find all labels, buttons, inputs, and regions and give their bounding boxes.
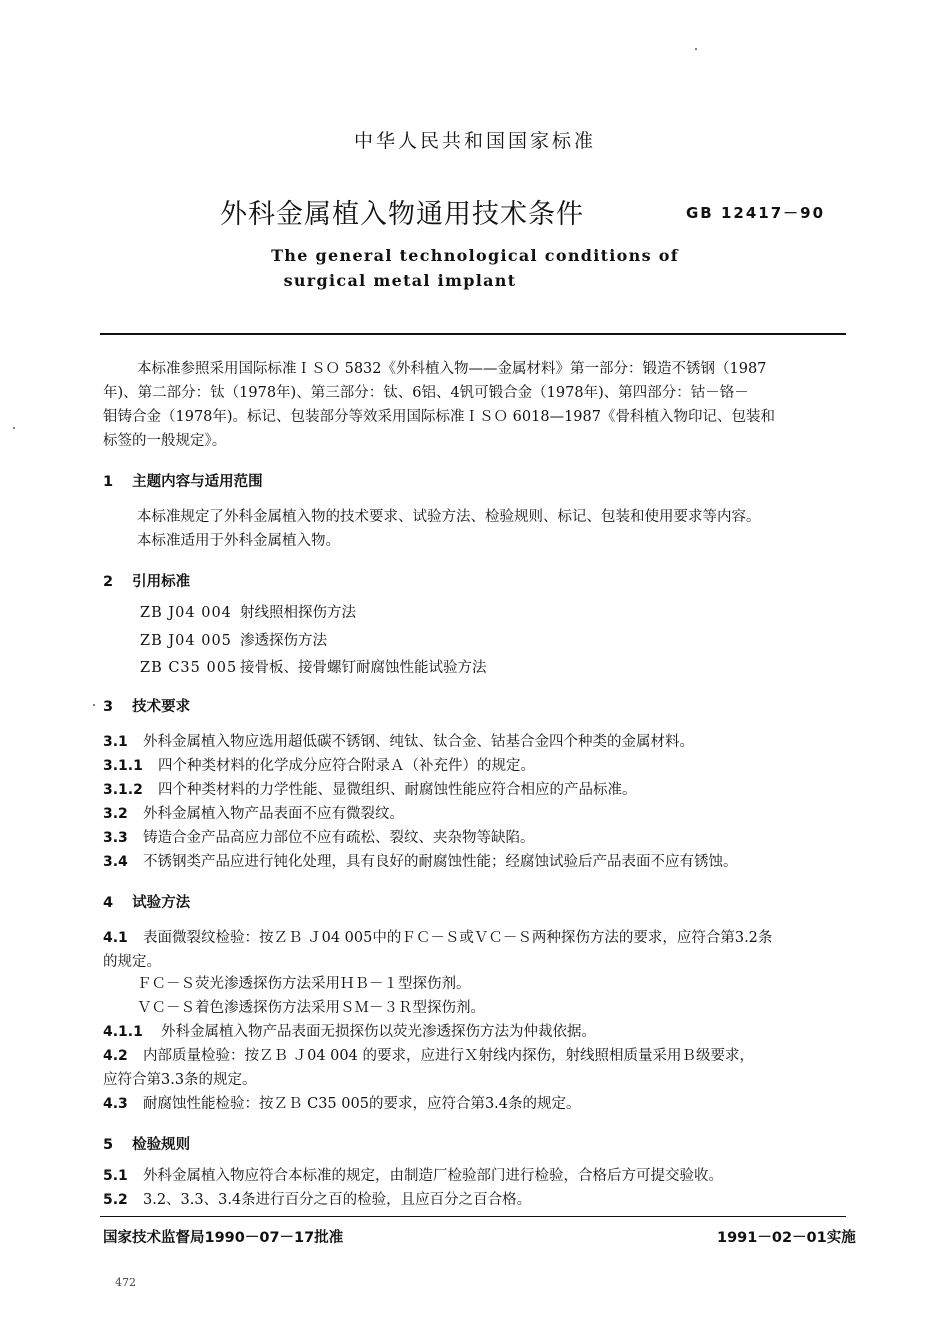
scan-speck: [13, 427, 15, 429]
header-divider: [100, 333, 846, 335]
clause-number: 4.2: [103, 1048, 128, 1064]
clause-number: 5.2: [103, 1192, 128, 1208]
section-title: 技术要求: [132, 699, 191, 715]
foreword-line: 钼铸合金（1978年)。标记、包装部分等效采用国际标准ＩＳＯ 6018—1987《骨科植入物印记、包装和: [103, 409, 775, 425]
clause-number: 5.1: [103, 1168, 128, 1184]
footer-divider: [100, 1216, 846, 1217]
clause-number: 4.1: [103, 930, 128, 946]
english-title-line2: surgical metal implant: [283, 271, 517, 290]
fc-s-method: ＦＣ－Ｓ荧光渗透探伤方法采用ＨＢ－１型探伤剂。: [137, 976, 471, 992]
section-heading-3: [103, 695, 190, 716]
clause-number: 4.1.1: [103, 1024, 143, 1040]
clause-4-1-1: [103, 1023, 596, 1041]
clause-text: 四个种类材料的化学成分应符合附录Ａ（补充件）的规定。: [158, 758, 535, 774]
clause-3-2: [103, 805, 404, 823]
clause-4-1: [103, 929, 772, 947]
clause-text: 外科金属植入物应符合本标准的规定，由制造厂检验部门进行检验，合格后方可提交验收。: [143, 1168, 723, 1184]
national-standard-heading: 中华人民共和国国家标准: [353, 130, 596, 152]
clause-text: 外科金属植入物应选用超低碳不锈钢、纯钛、钛合金、钴基合金四个种类的金属材料。: [143, 734, 694, 750]
section-title: 引用标准: [132, 574, 191, 590]
clause-3-3: [103, 829, 535, 847]
clause-text: 3.2、3.3、3.4条进行百分之百的检验，且应百分之百合格。: [143, 1192, 532, 1208]
clause-5-1: [103, 1167, 723, 1185]
section-heading-5: [103, 1133, 190, 1154]
section-number: 4: [103, 895, 114, 911]
reference-item: [140, 632, 327, 650]
reference-code: ZB C35 005: [140, 660, 238, 676]
reference-name: 射线照相探伤方法: [240, 605, 356, 621]
clause-3-1: [103, 733, 694, 751]
section-text: 本标准规定了外科金属植入物的技术要求、试验方法、检验规则、标记、包装和使用要求等内容。: [137, 509, 761, 525]
clause-3-4: [103, 853, 738, 871]
clause-number: 3.2: [103, 806, 128, 822]
clause-number: 3.1: [103, 734, 128, 750]
document-title: 外科金属植入物通用技术条件: [220, 199, 584, 230]
english-title-line1: The general technological conditions of: [271, 246, 679, 265]
scan-speck: [695, 48, 697, 50]
clause-text-continuation: 的规定。: [103, 954, 161, 970]
section-heading-1: [103, 470, 263, 491]
clause-3-1-2: [103, 781, 637, 799]
clause-number: 3.1.1: [103, 758, 143, 774]
reference-code: ZB J04 005: [140, 633, 232, 649]
foreword-line: 年)、第二部分：钛（1978年)、第三部分：钛、6铝、4钒可锻合金（1978年)、第四部分：钴－铬－: [103, 385, 749, 401]
clause-4-2: [103, 1047, 754, 1065]
clause-text: 四个种类材料的力学性能、显微组织、耐腐蚀性能应符合相应的产品标准。: [158, 782, 637, 798]
section-number: 3: [103, 699, 114, 715]
standard-code: GB 12417－90: [686, 204, 826, 222]
clause-text: 耐腐蚀性能检验：按ＺＢ C35 005的要求，应符合第3.4条的规定。: [143, 1096, 581, 1112]
clause-text: 外科金属植入物产品表面不应有微裂纹。: [143, 806, 404, 822]
scan-speck: [93, 704, 95, 706]
clause-number: 3.1.2: [103, 782, 143, 798]
clause-3-1-1: [103, 757, 535, 775]
foreword-line: 标签的一般规定》。: [103, 433, 227, 449]
section-title: 检验规则: [132, 1137, 191, 1153]
clause-number: 3.4: [103, 854, 128, 870]
reference-name: 接骨板、接骨螺钉耐腐蚀性能试验方法: [240, 660, 487, 676]
clause-5-2: [103, 1191, 531, 1209]
reference-item: [140, 659, 487, 677]
section-number: 1: [103, 474, 114, 490]
page-number: 472: [115, 1276, 136, 1289]
clause-4-3: [103, 1095, 581, 1113]
section-title: 试验方法: [132, 895, 191, 911]
implementation-date: 1991－02－01实施: [717, 1230, 856, 1246]
reference-name: 渗透探伤方法: [240, 633, 327, 649]
clause-text: 表面微裂纹检验：按ＺＢ Ｊ04 005中的ＦＣ－Ｓ或ＶＣ－Ｓ两种探伤方法的要求，应符合第3.2条: [143, 930, 773, 946]
clause-number: 4.3: [103, 1096, 128, 1112]
section-text: 本标准适用于外科金属植入物。: [137, 533, 340, 549]
reference-code: ZB J04 004: [140, 605, 232, 621]
clause-text: 内部质量检验：按ＺＢ Ｊ04 004 的要求，应进行Ｘ射线内探伤，射线照相质量采用Ｂ级要求，: [143, 1048, 754, 1064]
section-heading-4: [103, 891, 190, 912]
section-heading-2: [103, 570, 190, 591]
clause-text-continuation: 应符合第3.3条的规定。: [103, 1072, 257, 1088]
section-number: 5: [103, 1137, 114, 1153]
vc-s-method: ＶＣ－Ｓ着色渗透探伤方法采用ＳＭ－３Ｒ型探伤剂。: [137, 1000, 485, 1016]
clause-number: 3.3: [103, 830, 128, 846]
clause-text: 铸造合金产品高应力部位不应有疏松、裂纹、夹杂物等缺陷。: [143, 830, 535, 846]
approval-date: 国家技术监督局1990－07－17批准: [103, 1230, 344, 1246]
clause-text: 外科金属植入物产品表面无损探伤以荧光渗透探伤方法为仲裁依据。: [161, 1024, 596, 1040]
section-number: 2: [103, 574, 114, 590]
section-title: 主题内容与适用范围: [132, 474, 263, 490]
foreword-line: 本标准参照采用国际标准ＩＳＯ 5832《外科植入物——金属材料》第一部分：锻造不锈钢（1987: [137, 361, 767, 377]
clause-text: 不锈钢类产品应进行钝化处理，具有良好的耐腐蚀性能；经腐蚀试验后产品表面不应有锈蚀。: [143, 854, 738, 870]
reference-item: [140, 604, 356, 622]
